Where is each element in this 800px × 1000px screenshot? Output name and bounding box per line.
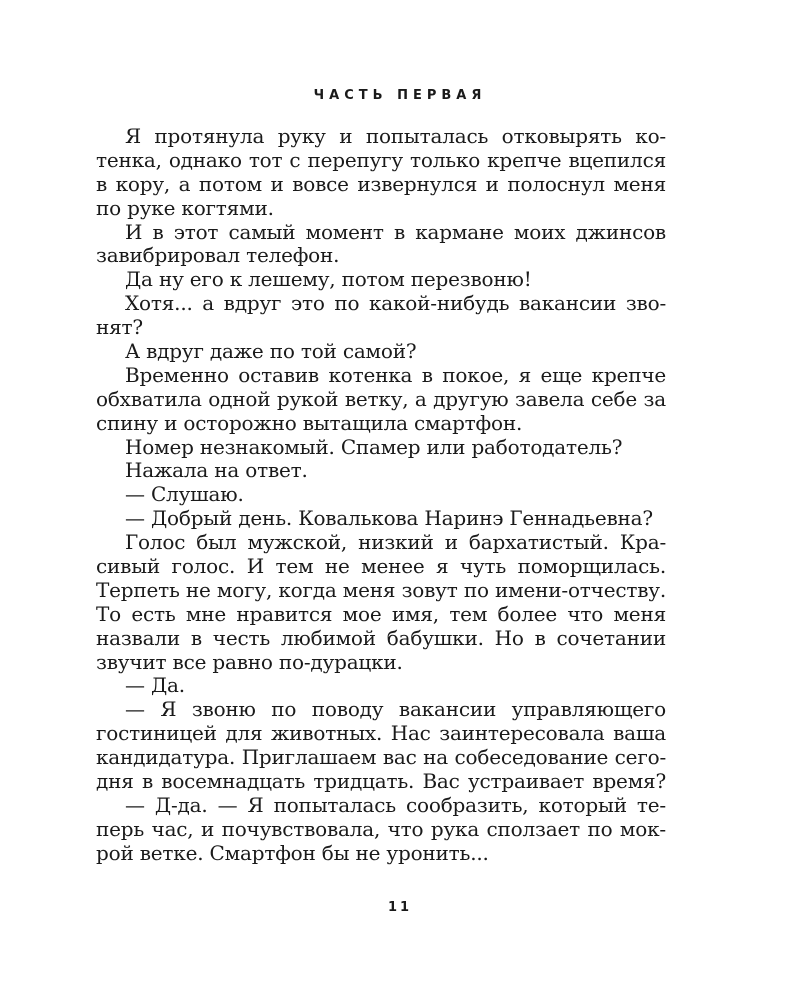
text-line: нят?: [96, 315, 143, 340]
text-line: сивый голос. И тем не менее я чуть поморщилась.: [96, 554, 666, 579]
text-line: звучит все равно по-дурацки.: [96, 649, 403, 674]
text-line: А вдруг даже по той самой?: [125, 339, 417, 364]
text-line: рой ветке. Смартфон бы не уронить...: [96, 840, 489, 865]
text-line: тенка, однако тот с перепугу только крепче вцепился: [96, 147, 666, 172]
text-line: обхватила одной рукой ветку, а другую завела себе за: [96, 386, 666, 411]
text-line: То есть мне нравится мое имя, тем более что меня: [96, 601, 666, 626]
text-line: Я протянула руку и попыталась отковырять ко-: [125, 124, 666, 148]
text-line: Да ну его к лешему, потом перезвоню!: [125, 267, 532, 292]
text-line: Хотя... а вдруг это по какой-нибудь вакансии зво-: [125, 291, 666, 316]
text-line: Нажала на ответ.: [125, 458, 308, 483]
running-head: ЧАСТЬ ПЕРВАЯ: [313, 88, 487, 103]
text-line: — Я звоню по поводу вакансии управляющего: [125, 697, 666, 722]
page-number: 11: [387, 900, 413, 915]
text-line: — Добрый день. Ковалькова Наринэ Геннадьевна?: [125, 506, 653, 531]
text-line: в кору, а потом и вовсе извернулся и полоснул меня: [96, 171, 666, 196]
text-line: завибрировал телефон.: [96, 243, 340, 268]
text-line: — Д-да. — Я попыталась сообразить, который те-: [125, 792, 666, 817]
text-line: Голос был мужской, низкий и бархатистый. Кра-: [125, 530, 666, 555]
text-line: Временно оставив котенка в покое, я еще крепче: [125, 362, 666, 387]
text-line: дня в восемнадцать тридцать. Вас устраивает время?: [96, 769, 666, 794]
text-line: перь час, и почувствовала, что рука сползает по мок-: [96, 816, 666, 841]
text-line: назвали в честь любимой бабушки. Но в сочетании: [96, 625, 666, 650]
text-line: Номер незнакомый. Спамер или работодатель?: [125, 434, 623, 459]
text-line: — Да.: [125, 673, 185, 698]
body-text: [96, 125, 666, 866]
text-line: спину и осторожно вытащила смартфон.: [96, 410, 523, 435]
text-line: кандидатура. Приглашаем вас на собеседование сего-: [96, 745, 666, 770]
text-line: гостиницей для животных. Нас заинтересовала ваша: [96, 721, 666, 746]
text-line: Терпеть не могу, когда меня зовут по имени-отчеству.: [96, 577, 666, 602]
text-line: по руке когтями.: [96, 195, 274, 220]
text-line: И в этот самый момент в кармане моих джинсов: [125, 219, 666, 244]
text-line: — Слушаю.: [125, 482, 244, 507]
